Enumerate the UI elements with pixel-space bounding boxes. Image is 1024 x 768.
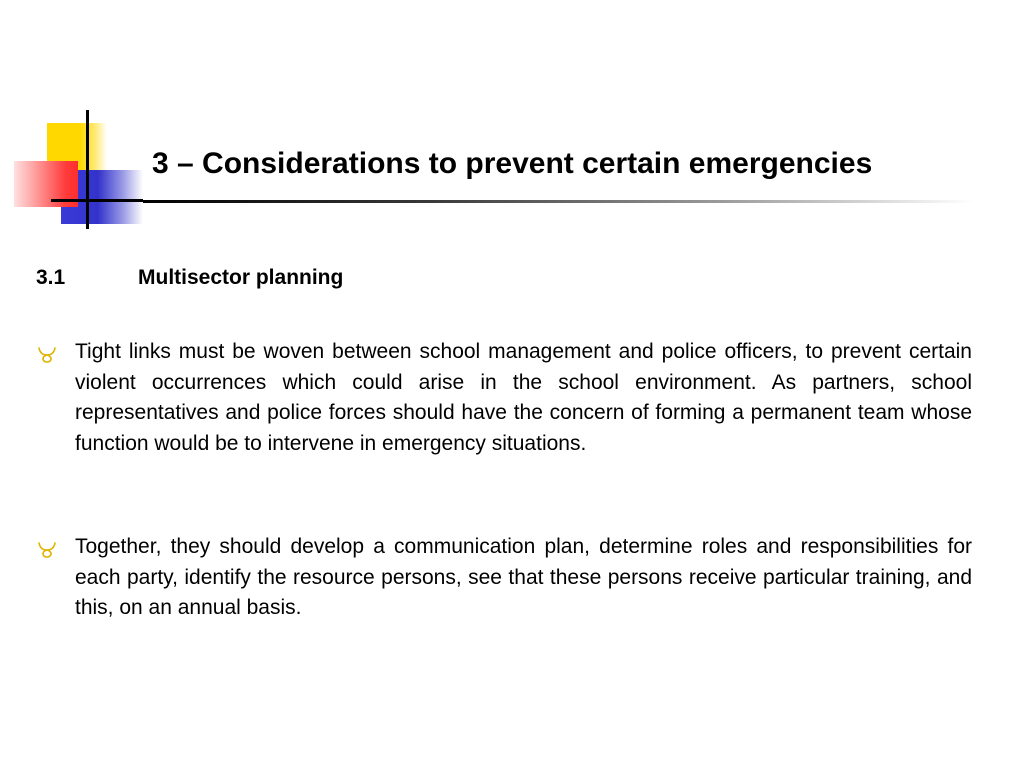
section-title: Multisector planning	[138, 266, 344, 289]
title-underline	[143, 200, 973, 203]
decoration-vertical-line	[86, 110, 89, 229]
bullet-text: Tight links must be woven between school management and police officers, to prevent certain violent occurrences which could arise in the school environment. As partners, school representatives and police forces should have the concern of forming a permanent team whose function would be to intervene in emergency situations.	[75, 340, 972, 455]
bullet-item	[36, 532, 972, 624]
decoration-horizontal-line	[51, 199, 143, 202]
bullet-item	[36, 337, 972, 459]
ornate-bullet-icon	[36, 538, 58, 560]
ornate-bullet-icon	[36, 343, 58, 365]
title-decoration	[0, 0, 160, 240]
section-number: 3.1	[36, 266, 66, 289]
section-heading	[36, 264, 343, 292]
bullet-text: Together, they should develop a communication plan, determine roles and responsibilities for each party, identify the resource persons, see that these persons receive particular training, and this, on an annual basis.	[75, 535, 972, 619]
page-title: 3 – Considerations to prevent certain emergencies	[152, 147, 873, 180]
